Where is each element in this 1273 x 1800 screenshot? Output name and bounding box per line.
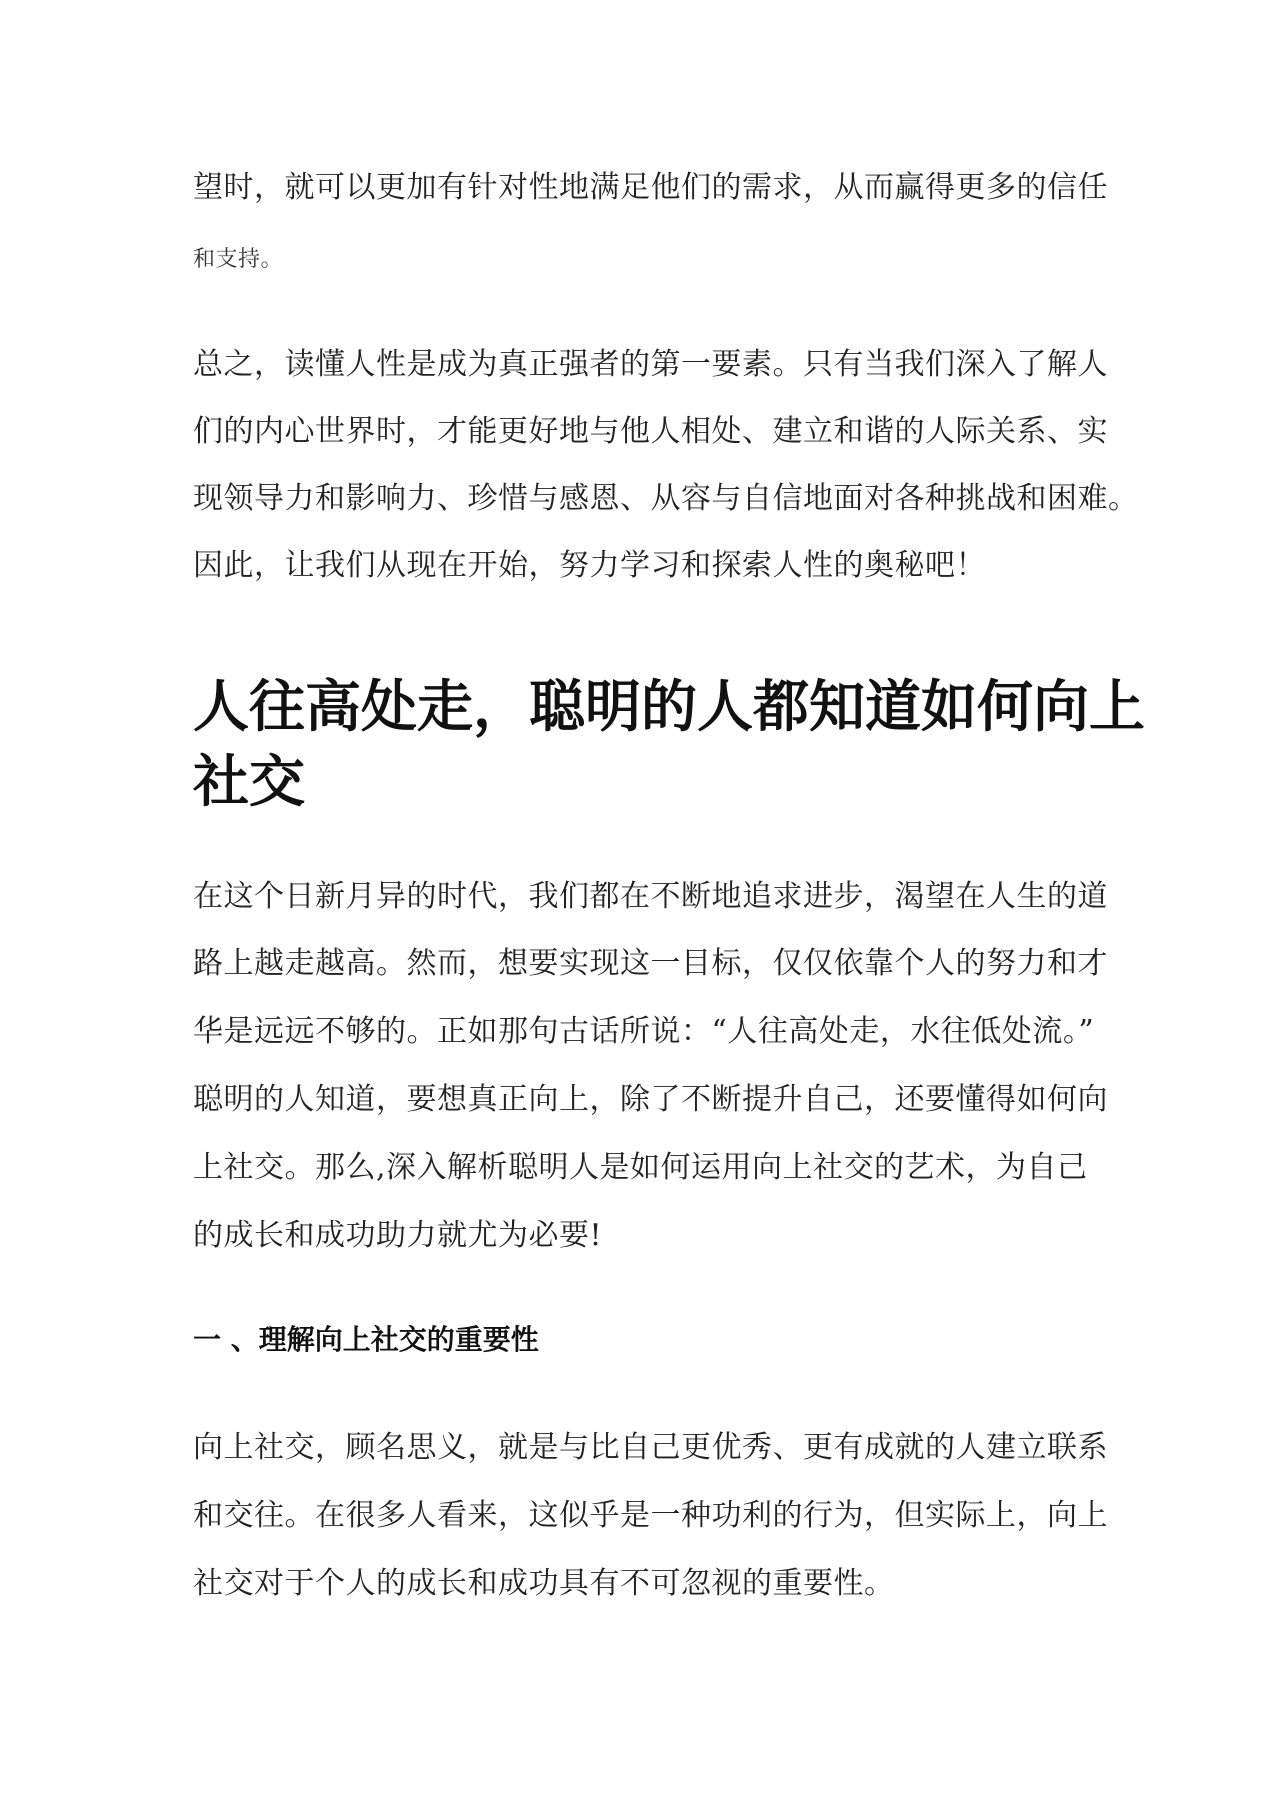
article-title-line: 人往高处走，聪明的人都知道如何向上 — [193, 675, 1145, 740]
paragraph-line: 总之，读懂人性是成为真正强者的第一要素。只有当我们深入了解人 — [193, 347, 1108, 382]
paragraph-line: 向上社交，顾名思义，就是与比自己更优秀、更有成就的人建立联系 — [193, 1430, 1108, 1465]
paragraph-line: 上社交。那么,深入解析聪明人是如何运用向上社交的艺术，为自己 — [193, 1150, 1088, 1185]
paragraph-line: 的成长和成功助力就尤为必要! — [193, 1218, 603, 1253]
paragraph-line: 现领导力和影响力、珍惜与感恩、从容与自信地面对各种挑战和困难。 — [193, 481, 1139, 516]
paragraph-line: 华是远远不够的。正如那句古话所说：“人往高处走，水往低处流。” — [193, 1014, 1095, 1049]
paragraph-line: 和交往。在很多人看来，这似乎是一种功利的行为，但实际上，向上 — [193, 1498, 1108, 1533]
paragraph-line: 在这个日新月异的时代，我们都在不断地追求进步，渴望在人生的道 — [193, 879, 1108, 914]
paragraph-line: 路上越走越高。然而，想要实现这一目标，仅仅依靠个人的努力和才 — [193, 946, 1108, 981]
paragraph-line: 望时，就可以更加有针对性地满足他们的需求，从而赢得更多的信任 — [193, 170, 1108, 205]
paragraph-line: 聪明的人知道，要想真正向上，除了不断提升自己，还要懂得如何向 — [193, 1082, 1108, 1117]
article-title-line: 社交 — [193, 750, 305, 815]
paragraph-line: 社交对于个人的成长和成功具有不可忽视的重要性。 — [193, 1566, 895, 1601]
paragraph-line: 因此，让我们从现在开始，努力学习和探索人性的奥秘吧！ — [193, 548, 986, 583]
section-heading: 一 、理解向上社交的重要性 — [193, 1323, 539, 1356]
paragraph-line: 和支持。 — [193, 247, 284, 272]
paragraph-line: 们的内心世界时，才能更好地与他人相处、建立和谐的人际关系、实 — [193, 414, 1108, 449]
